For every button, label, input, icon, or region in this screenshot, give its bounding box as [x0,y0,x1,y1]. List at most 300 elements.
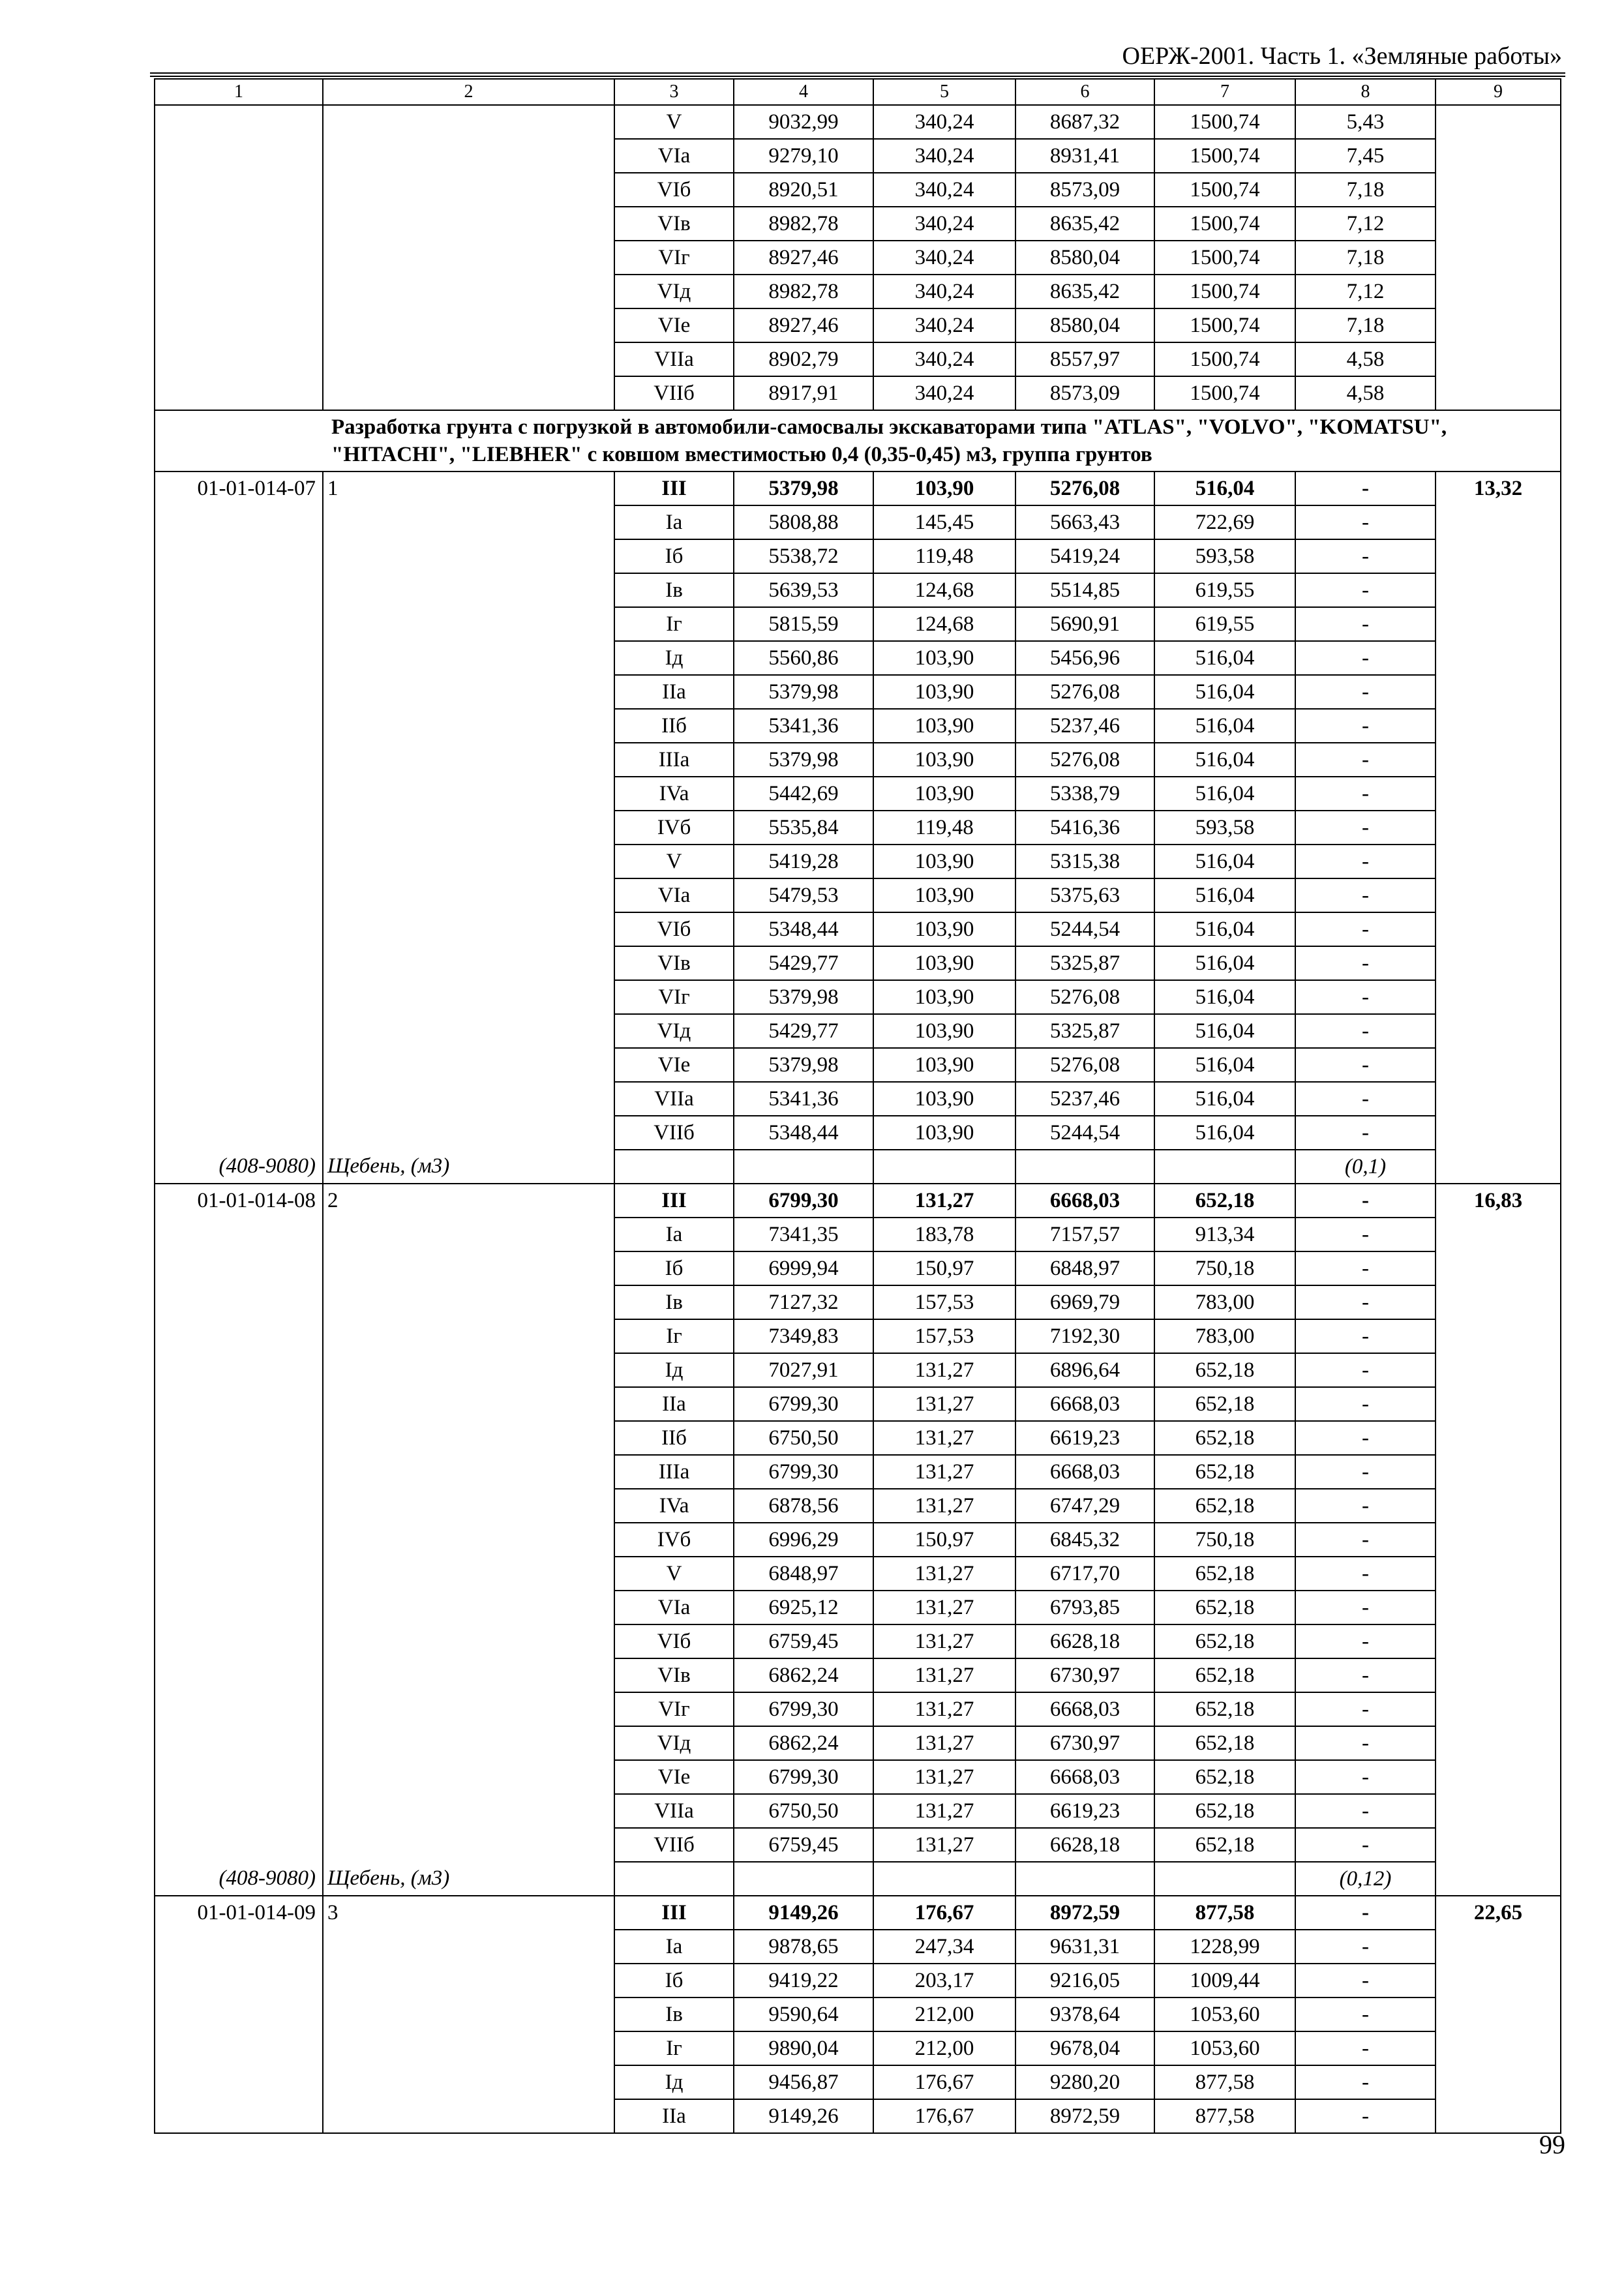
table-cell: 131,27 [873,1184,1015,1218]
table-cell: 652,18 [1154,1455,1295,1489]
table-cell: 8982,78 [734,275,873,308]
table-cell: IIa [614,675,734,709]
table-cell: 5456,96 [1015,641,1154,675]
table-cell [1436,1591,1561,1624]
table-cell [323,1082,614,1116]
table-cell [323,1048,614,1082]
table-cell: VIIa [614,1082,734,1116]
table-cell: - [1295,1285,1436,1319]
table-cell: 6 [1015,79,1154,105]
table-cell [323,845,614,878]
table-cell [1436,777,1561,811]
table-cell [1436,1726,1561,1760]
table-cell [155,573,323,607]
table-cell: 131,27 [873,1557,1015,1591]
table-cell [155,505,323,539]
table-row [155,1862,1561,1896]
table-cell [155,139,323,173]
table-cell: IVa [614,777,734,811]
table-cell: 01-01-014-08 [155,1184,323,1218]
table-cell: 13,32 [1436,471,1561,505]
table-cell: 103,90 [873,777,1015,811]
table-cell: 5375,63 [1015,878,1154,912]
table-cell: 8580,04 [1015,308,1154,342]
table-cell [323,1455,614,1489]
table-cell: 516,04 [1154,471,1295,505]
table-cell: Iг [614,1319,734,1353]
table-cell: 652,18 [1154,1828,1295,1862]
table-cell: 9149,26 [734,1896,873,1930]
table-cell: VIв [614,207,734,241]
table-cell: 340,24 [873,308,1015,342]
table-cell: 6845,32 [1015,1523,1154,1557]
table-cell [155,1218,323,1251]
table-cell: 516,04 [1154,641,1295,675]
table-cell [323,1319,614,1353]
table-cell: 7341,35 [734,1218,873,1251]
table-cell [323,241,614,275]
table-cell: VIIб [614,376,734,410]
table-cell: VIб [614,912,734,946]
table-cell: 5419,28 [734,845,873,878]
table-cell [323,1930,614,1964]
table-cell: 212,00 [873,2031,1015,2065]
table-cell [1436,1489,1561,1523]
table-cell: 4,58 [1295,376,1436,410]
table-cell [1436,1353,1561,1387]
table-cell: - [1295,1116,1436,1150]
table-cell: 652,18 [1154,1184,1295,1218]
item-main-row [155,1184,1561,1218]
table-row [155,2031,1561,2065]
table-cell: 6848,97 [734,1557,873,1591]
table-cell [155,1760,323,1794]
table-cell: 5429,77 [734,1014,873,1048]
table-cell: 6730,97 [1015,1726,1154,1760]
table-row [155,1760,1561,1794]
table-cell [155,811,323,845]
table-cell: 5244,54 [1015,912,1154,946]
table-cell: 652,18 [1154,1760,1295,1794]
item-main-row [155,1896,1561,1930]
table-cell: 203,17 [873,1964,1015,1997]
table-cell: 6750,50 [734,1421,873,1455]
table-cell: Iв [614,573,734,607]
table-row [155,241,1561,275]
table-cell [155,275,323,308]
table-cell: 8902,79 [734,342,873,376]
table-cell: 783,00 [1154,1285,1295,1319]
table-row [155,1557,1561,1591]
table-cell: 8927,46 [734,308,873,342]
table-cell: 131,27 [873,1658,1015,1692]
table-cell: 5442,69 [734,777,873,811]
table-cell: 652,18 [1154,1557,1295,1591]
table-cell: 9890,04 [734,2031,873,2065]
table-cell: 5276,08 [1015,471,1154,505]
table-cell: - [1295,641,1436,675]
table-cell: 1500,74 [1154,342,1295,376]
table-cell: 7127,32 [734,1285,873,1319]
table-cell: 6628,18 [1015,1828,1154,1862]
table-row [155,946,1561,980]
table-cell: 119,48 [873,811,1015,845]
table-cell [323,607,614,641]
table-cell [323,1489,614,1523]
table-cell: 6799,30 [734,1387,873,1421]
table-cell: 8931,41 [1015,139,1154,173]
table-row [155,1964,1561,1997]
table-row [155,207,1561,241]
table-cell [1436,1523,1561,1557]
table-row [155,1726,1561,1760]
table-cell: 7,45 [1295,139,1436,173]
table-cell [1436,607,1561,641]
table-cell [155,207,323,241]
table-cell: IIa [614,2099,734,2133]
table-cell: 652,18 [1154,1489,1295,1523]
table-cell: 119,48 [873,539,1015,573]
table-cell [1436,845,1561,878]
table-cell [155,743,323,777]
table-cell: 6848,97 [1015,1251,1154,1285]
table-cell: 516,04 [1154,743,1295,777]
table-cell [323,2099,614,2133]
table-cell: 131,27 [873,1794,1015,1828]
table-cell [1436,308,1561,342]
table-cell: 8972,59 [1015,2099,1154,2133]
table-cell: 2 [323,79,614,105]
table-cell: III [614,471,734,505]
table-cell: 6747,29 [1015,1489,1154,1523]
table-cell: 5315,38 [1015,845,1154,878]
table-cell: - [1295,811,1436,845]
table-cell [323,1726,614,1760]
table-cell: 176,67 [873,2099,1015,2133]
table-cell: 5348,44 [734,1116,873,1150]
table-row [155,1658,1561,1692]
table-cell [1436,1964,1561,1997]
table-cell [1436,1319,1561,1353]
table-row [155,275,1561,308]
table-cell: 9419,22 [734,1964,873,1997]
table-cell: 5379,98 [734,743,873,777]
table-cell: 8580,04 [1015,241,1154,275]
table-row [155,505,1561,539]
table-cell: III [614,1184,734,1218]
table-cell: 7 [1154,79,1295,105]
table-cell [323,505,614,539]
table-cell: 340,24 [873,342,1015,376]
table-cell [1436,1794,1561,1828]
table-cell: 9279,10 [734,139,873,173]
table-cell: 6759,45 [734,1624,873,1658]
table-cell [734,1150,873,1184]
table-cell: 652,18 [1154,1692,1295,1726]
table-cell: - [1295,1997,1436,2031]
table-cell [323,1591,614,1624]
table-cell: 8 [1295,79,1436,105]
table-cell: 5338,79 [1015,777,1154,811]
table-cell: 5379,98 [734,980,873,1014]
table-cell [1436,1421,1561,1455]
table-cell [1436,376,1561,410]
table-row [155,1794,1561,1828]
table-cell: 103,90 [873,980,1015,1014]
table-cell: 1228,99 [1154,1930,1295,1964]
table-cell: IVб [614,811,734,845]
table-cell: 3 [614,79,734,105]
table-cell [1436,505,1561,539]
table-cell: 6730,97 [1015,1658,1154,1692]
table-cell: 9878,65 [734,1930,873,1964]
table-row [155,1523,1561,1557]
table-cell [1436,1387,1561,1421]
table-row [155,777,1561,811]
table-row [155,709,1561,743]
table-cell [614,1150,734,1184]
table-cell [323,342,614,376]
table-cell [155,308,323,342]
table-cell: 131,27 [873,1489,1015,1523]
table-cell: 1 [323,471,614,505]
table-cell: - [1295,946,1436,980]
table-cell: 103,90 [873,1116,1015,1150]
table-cell: 722,69 [1154,505,1295,539]
table-cell: V [614,1557,734,1591]
table-cell: 9678,04 [1015,2031,1154,2065]
table-cell: 1053,60 [1154,2031,1295,2065]
table-cell [1436,2099,1561,2133]
table-cell: Iг [614,607,734,641]
table-cell: 5341,36 [734,709,873,743]
table-row [155,573,1561,607]
table-cell [155,980,323,1014]
table-cell: VIв [614,1658,734,1692]
table-cell: 5237,46 [1015,709,1154,743]
table-cell: - [1295,912,1436,946]
table-cell [323,878,614,912]
table-cell: - [1295,505,1436,539]
table-cell: Iд [614,2065,734,2099]
table-row [155,173,1561,207]
table-cell: 7157,57 [1015,1218,1154,1251]
table-cell [1436,878,1561,912]
table-cell [323,946,614,980]
table-cell [155,1014,323,1048]
table-cell: 103,90 [873,878,1015,912]
table-cell [155,1048,323,1082]
table-cell [873,1150,1015,1184]
table-cell [155,1997,323,2031]
table-cell: 157,53 [873,1319,1015,1353]
table-cell [323,1658,614,1692]
table-row [155,1692,1561,1726]
table-cell: 131,27 [873,1692,1015,1726]
table-cell: 5560,86 [734,641,873,675]
table-cell [323,1421,614,1455]
table-row [155,1591,1561,1624]
table-cell [323,1523,614,1557]
table-cell [323,709,614,743]
table-cell: 131,27 [873,1828,1015,1862]
table-cell: - [1295,1760,1436,1794]
table-cell: - [1295,1964,1436,1997]
table-cell: 2 [323,1184,614,1218]
table-cell: - [1295,1048,1436,1082]
table-cell: - [1295,1557,1436,1591]
table-cell: 131,27 [873,1760,1015,1794]
table-cell: V [614,845,734,878]
table-cell: 6793,85 [1015,1591,1154,1624]
table-cell: 6750,50 [734,1794,873,1828]
table-cell: - [1295,1184,1436,1218]
table-cell [1436,105,1561,139]
table-cell: 619,55 [1154,573,1295,607]
table-cell: 516,04 [1154,946,1295,980]
table-cell: 913,34 [1154,1218,1295,1251]
table-cell: IVa [614,1489,734,1523]
column-number-row [155,79,1561,105]
table-cell: 5690,91 [1015,607,1154,641]
table-cell: 6619,23 [1015,1794,1154,1828]
table-cell: - [1295,1794,1436,1828]
table-cell [155,1421,323,1455]
table-cell: 516,04 [1154,1116,1295,1150]
table-cell: 652,18 [1154,1387,1295,1421]
table-cell [323,139,614,173]
table-cell: 7349,83 [734,1319,873,1353]
table-cell: IIIa [614,1455,734,1489]
table-cell: 5379,98 [734,675,873,709]
table-row [155,1082,1561,1116]
table-cell: - [1295,980,1436,1014]
table-row [155,1387,1561,1421]
table-cell: - [1295,878,1436,912]
table-cell: Iб [614,1964,734,1997]
table-cell [155,1964,323,1997]
table-cell [323,811,614,845]
table-cell: 103,90 [873,471,1015,505]
table-row [155,539,1561,573]
table-cell: 516,04 [1154,878,1295,912]
table-cell: 652,18 [1154,1658,1295,1692]
table-cell: 16,83 [1436,1184,1561,1218]
table-cell: VIе [614,308,734,342]
table-cell: 176,67 [873,1896,1015,1930]
table-cell [155,1285,323,1319]
table-cell [1436,1930,1561,1964]
table-cell: 5538,72 [734,539,873,573]
table-cell: 5815,59 [734,607,873,641]
table-cell [323,641,614,675]
table-cell: 516,04 [1154,912,1295,946]
table-cell [155,539,323,573]
table-cell [1436,1862,1561,1896]
table-cell [323,1218,614,1251]
table-cell [155,709,323,743]
table-cell: VIб [614,1624,734,1658]
table-cell: 5535,84 [734,811,873,845]
table-cell: 1500,74 [1154,275,1295,308]
table-cell [323,207,614,241]
table-cell [323,1862,614,1896]
table-row [155,308,1561,342]
table-cell [323,1150,614,1184]
table-cell: - [1295,1624,1436,1658]
table-row [155,675,1561,709]
table-row [155,376,1561,410]
table-cell [155,1251,323,1285]
table-cell: 652,18 [1154,1794,1295,1828]
resource-name: Щебень, (м3) [327,1154,450,1178]
table-cell [323,912,614,946]
table-cell: 340,24 [873,241,1015,275]
table-cell [1436,1557,1561,1591]
table-cell: - [1295,1387,1436,1421]
table-cell [323,1387,614,1421]
table-row [155,845,1561,878]
table-cell: 103,90 [873,912,1015,946]
table-cell: 6925,12 [734,1591,873,1624]
table-cell: 131,27 [873,1624,1015,1658]
table-cell: 157,53 [873,1285,1015,1319]
table-cell: 8635,42 [1015,275,1154,308]
table-cell [1436,709,1561,743]
table-cell: 516,04 [1154,709,1295,743]
table-cell: 516,04 [1154,1014,1295,1048]
table-cell [155,2031,323,2065]
table-cell: Ia [614,505,734,539]
table-row [155,811,1561,845]
table-cell: 247,34 [873,1930,1015,1964]
table-cell: 7,18 [1295,241,1436,275]
table-cell: - [1295,1658,1436,1692]
table-cell: 516,04 [1154,845,1295,878]
table-cell [155,845,323,878]
table-cell: 5276,08 [1015,980,1154,1014]
table-cell: 516,04 [1154,777,1295,811]
table-cell: 8573,09 [1015,376,1154,410]
table-cell [1436,1150,1561,1184]
table-cell [155,675,323,709]
table-cell: 8573,09 [1015,173,1154,207]
table-cell: 131,27 [873,1455,1015,1489]
table-cell: 1053,60 [1154,1997,1295,2031]
table-cell [734,1862,873,1896]
table-cell [155,1624,323,1658]
table-cell: 103,90 [873,1082,1015,1116]
table-cell [1154,1862,1295,1896]
table-cell: 4 [734,79,873,105]
table-cell: 340,24 [873,207,1015,241]
table-cell [1436,1658,1561,1692]
table-cell: 124,68 [873,573,1015,607]
table-cell [1436,139,1561,173]
table-cell: 22,65 [1436,1896,1561,1930]
table-cell [323,1828,614,1862]
table-row [155,1489,1561,1523]
table-cell: 9631,31 [1015,1930,1154,1964]
table-cell [155,376,323,410]
table-cell: 1500,74 [1154,241,1295,275]
table-cell [1436,207,1561,241]
table-cell [614,1862,734,1896]
table-cell [1154,1150,1295,1184]
table-cell [155,912,323,946]
table-cell [155,1082,323,1116]
table-cell: - [1295,1421,1436,1455]
